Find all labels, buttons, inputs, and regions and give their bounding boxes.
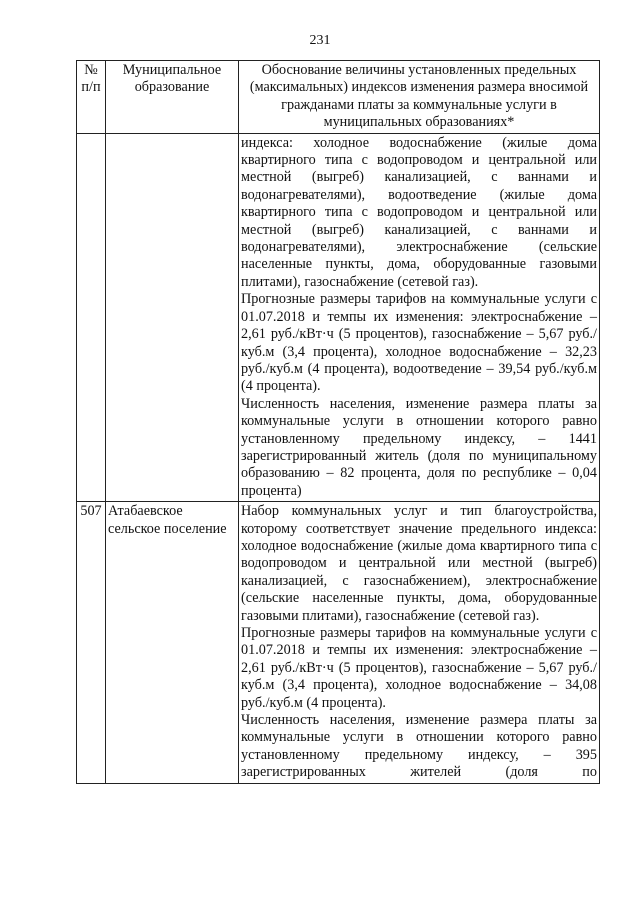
row-justification [239,502,600,784]
justification-paragraph: Прогнозные размеры тарифов на коммунальные услуги с 01.07.2018 и темпы их изменения: электроснабжение – 2,61 руб./кВт·ч (5 процентов), газоснабжение – 5,67 руб./куб.м (3,4 процента), холодное водоснабжение – 34,08 руб./куб.м (4 процента). [241,625,597,711]
row-municipality [106,133,239,502]
justification-paragraph: Численность населения, изменение размера платы за коммунальные услуги в отношении которого равно установленному предельному индексу, – 1441 зарегистрированный житель (доля по муниципальному образованию – 82 процента, доля по республике – 0,04 процента) [241,395,597,499]
header-municipality: Муниципальное образование [106,61,239,134]
page-number: 231 [309,33,331,48]
row-num [77,133,106,502]
row-municipality: Атабаевское сельское поселение [106,502,239,784]
row-justification [239,133,600,502]
justification-paragraph: Численность населения, изменение размера платы за коммунальные услуги в отношении которого равно установленному предельному индексу, – 395 зарегистрированных жителей (доля по [241,712,597,781]
justification-paragraph: Набор коммунальных услуг и тип благоустройства, которому соответствует значение предельного индекса: холодное водоснабжение (жилые дома квартирного типа с водопроводом и центральной или местной (выгреб) канализацией, с газоснабжением), электроснабжение (сельские населенные пункты, дома, оборудованные газовыми плитами), газоснабжение (сетевой газ). [241,503,597,624]
table-header-row [77,61,600,134]
table-row [77,133,600,502]
justification-paragraph: индекса: холодное водоснабжение (жилые дома квартирного типа с водопроводом и центральной или местной (выгреб) канализацией, с ваннами и водонагревателями), водоотведение (жилые дома квартирного типа с водопроводом и центральной или местной (выгреб) канализацией, с ваннами и водонагревателями), электроснабжение (сельские населенные пункты, дома, оборудованные газовыми плитами), газоснабжение (сетевой газ). [241,134,597,290]
header-justification: Обоснование величины установленных предельных (максимальных) индексов изменения размера вносимой гражданами платы за коммунальные услуги в муниципальных образованиях* [239,61,600,134]
justification-paragraph: Прогнозные размеры тарифов на коммунальные услуги с 01.07.2018 и темпы их изменения: электроснабжение – 2,61 руб./кВт·ч (5 процентов), газоснабжение – 5,67 руб./куб.м (3,4 процента), холодное водоснабжение – 32,23 руб./куб.м (4 процента), водоотведение – 39,54 руб./куб.м (4 процента). [241,291,597,395]
row-num: 507 [77,502,106,784]
justification-table [76,60,600,784]
header-num: № п/п [77,61,106,134]
table-row [77,502,600,784]
